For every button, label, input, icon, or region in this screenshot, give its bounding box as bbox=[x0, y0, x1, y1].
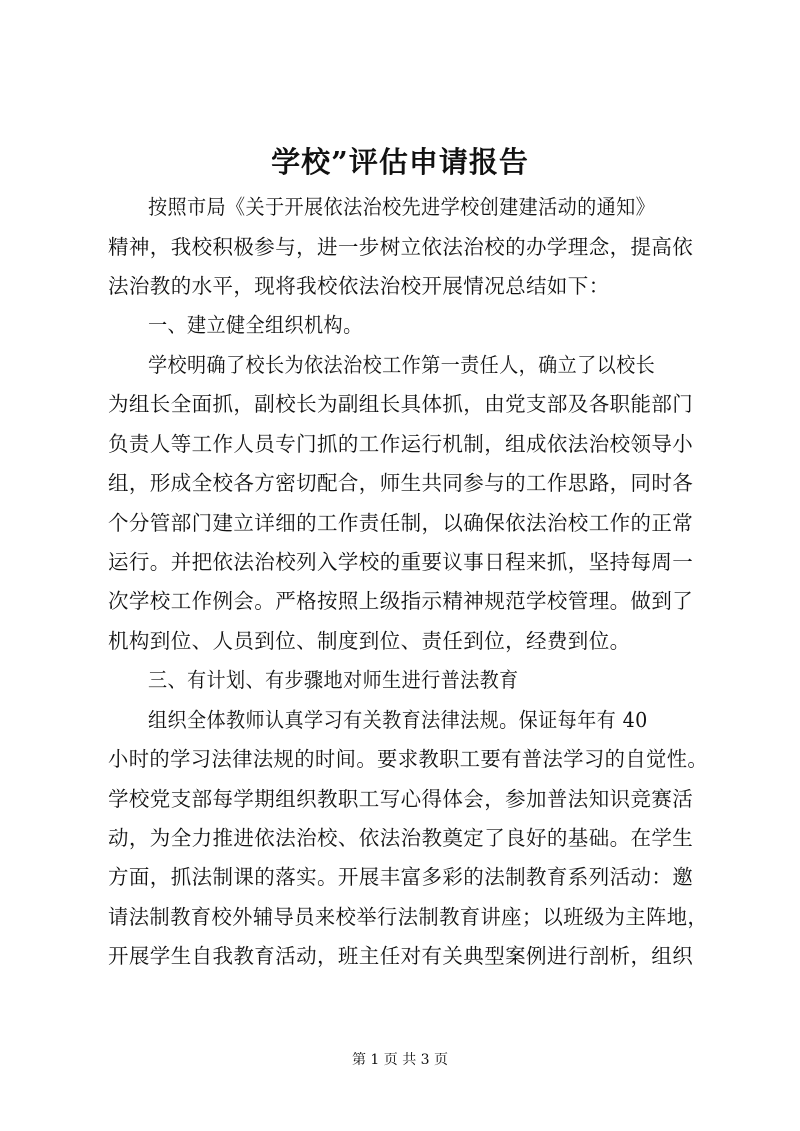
paragraph-line: 运行。并把依法治校列入学校的重要议事日程来抓，坚持每周一 bbox=[108, 550, 694, 574]
paragraph-line: 组，形成全校各方密切配合，师生共同参与的工作思路，同时各 bbox=[108, 471, 694, 495]
paragraph-line: 按照市局《关于开展依法治校先进学校创建建活动的通知》 bbox=[148, 195, 656, 219]
section-heading: 三、有计划、有步骤地对师生进行普法教育 bbox=[148, 668, 519, 692]
paragraph-line: 负责人等工作人员专门抓的工作运行机制，组成依法治校领导小 bbox=[108, 432, 694, 456]
paragraph-line: 个分管部门建立详细的工作责任制，以确保依法治校工作的正常 bbox=[108, 511, 694, 535]
paragraph-line: 机构到位、人员到位、制度到位、责任到位，经费到位。 bbox=[108, 629, 631, 653]
section-heading: 一、建立健全组织机构。 bbox=[148, 313, 363, 337]
paragraph-line: 方面，抓法制课的落实。开展丰富多彩的法制教育系列活动：邀 bbox=[108, 865, 694, 889]
page-number-footer: 第 1 页 共 3 页 bbox=[351, 1052, 449, 1068]
paragraph-line: 学校明确了校长为依法治校工作第一责任人，确立了以校长 bbox=[148, 353, 656, 377]
document-title: 学校”评估申请报告 bbox=[271, 145, 529, 179]
paragraph-line: 请法制教育校外辅导员来校举行法制教育讲座；以班级为主阵地， bbox=[108, 905, 709, 929]
paragraph-line: 精神，我校积极参与，进一步树立依法治校的办学理念，提高依 bbox=[108, 235, 694, 259]
paragraph-line: 小时的学习法律法规的时间。要求教职工要有普法学习的自觉性。 bbox=[108, 747, 709, 771]
paragraph-line: 组织全体教师认真学习有关教育法律法规。保证每年有 40 bbox=[148, 708, 648, 732]
paragraph-line: 开展学生自我教育活动，班主任对有关典型案例进行剖析，组织 bbox=[108, 944, 694, 968]
paragraph-line: 动，为全力推进依法治校、依法治教奠定了良好的基础。在学生 bbox=[108, 826, 694, 850]
paragraph-line: 法治教的水平，现将我校依法治校开展情况总结如下： bbox=[108, 274, 610, 298]
paragraph-line: 为组长全面抓，副校长为副组长具体抓，由党支部及各职能部门 bbox=[108, 392, 694, 416]
paragraph-line: 次学校工作例会。严格按照上级指示精神规范学校管理。做到了 bbox=[108, 589, 694, 613]
paragraph-line: 学校党支部每学期组织教职工写心得体会，参加普法知识竞赛活 bbox=[108, 787, 694, 811]
